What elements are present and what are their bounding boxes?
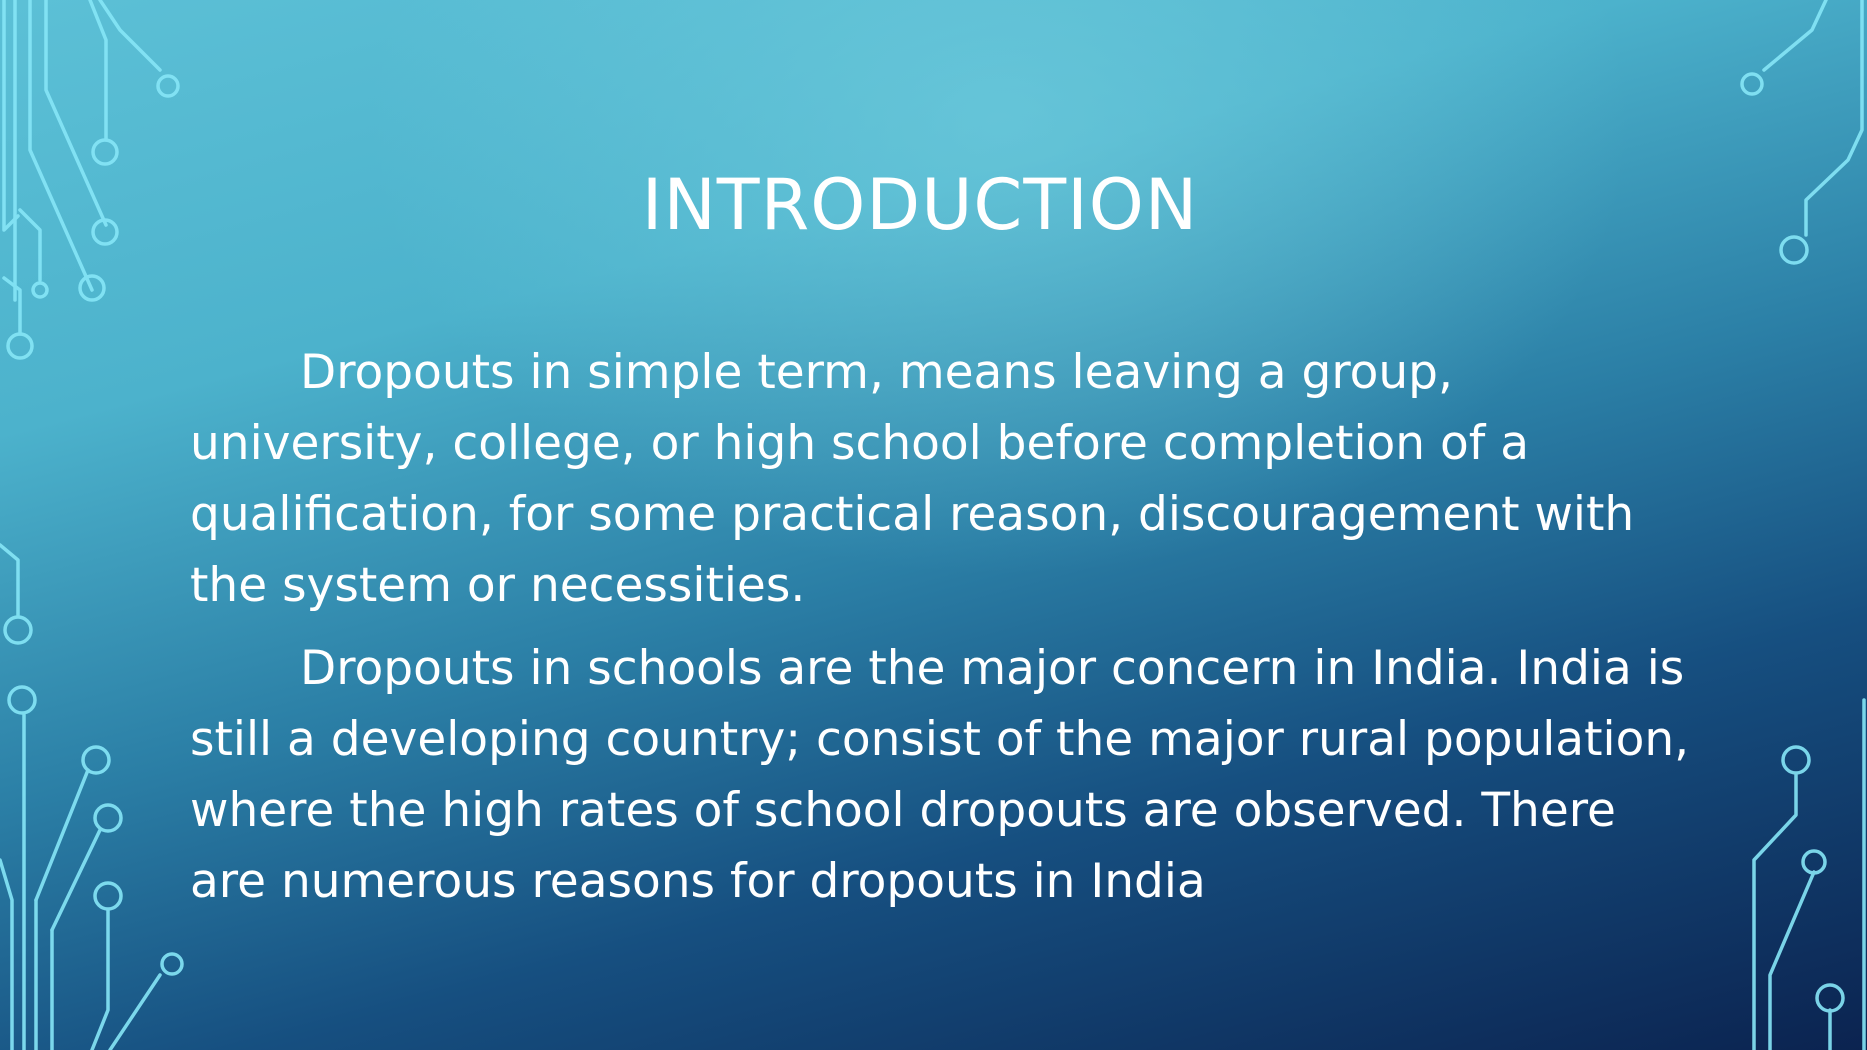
slide-title: INTRODUCTION	[641, 164, 1199, 246]
paragraph-2: Dropouts in schools are the major concern in India. India is still a developing country; consist of the major rural population, where the high rates of school dropouts are observed. There are numerous reasons for dropouts in India	[190, 641, 1690, 909]
slide-body	[190, 337, 1700, 929]
paragraph-1: Dropouts in simple term, means leaving a group, university, college, or high school before completion of a qualification, for some practical reason, discouragement with the system or necessities.	[190, 345, 1635, 613]
